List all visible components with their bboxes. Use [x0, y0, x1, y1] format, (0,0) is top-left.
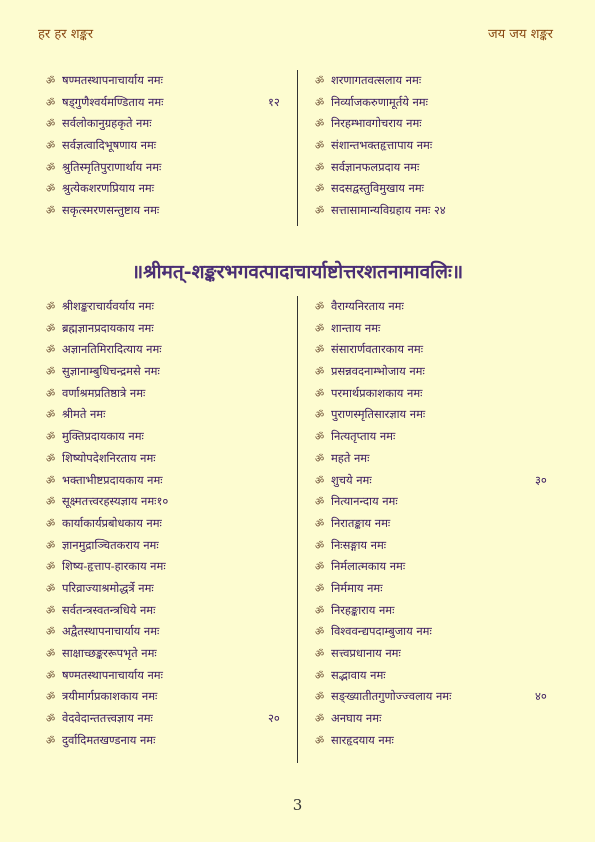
name-line	[46, 92, 280, 114]
verse-number: ४०	[535, 689, 547, 704]
om-symbol: ॐ	[315, 162, 325, 174]
name-text: वर्णाश्रमप्रतिष्ठात्रे नमः	[62, 385, 146, 400]
name-line	[46, 470, 168, 492]
top-left-column	[46, 70, 280, 222]
name-line	[315, 686, 547, 708]
name-text: महते नमः	[331, 450, 370, 465]
om-symbol: ॐ	[315, 627, 325, 639]
name-line	[46, 621, 168, 643]
name-text: ज्ञानमुद्राञ्चितकराय नमः	[62, 537, 159, 552]
om-symbol: ॐ	[315, 497, 325, 509]
name-text: षण्मतस्थापनाचार्याय नमः	[62, 73, 163, 87]
name-line	[315, 157, 446, 179]
name-text: शुचये नमः	[331, 472, 372, 487]
name-line	[46, 361, 168, 383]
name-text: निर्मलात्मकाय नमः	[331, 559, 406, 574]
om-symbol: ॐ	[315, 367, 325, 379]
name-text: सर्वज्ञानफलप्रदाय नमः	[331, 159, 420, 174]
page-title: ॥श्रीमत्-शङ्करभगवत्पादाचार्याष्टोत्तरशतनामावलिः॥	[131, 261, 464, 283]
name-text: साक्षाच्छङ्कररूपभृते नमः	[62, 646, 157, 660]
name-line	[315, 470, 547, 492]
om-symbol: ॐ	[315, 475, 325, 487]
om-symbol: ॐ	[315, 518, 325, 530]
column-divider	[297, 70, 298, 226]
name-line	[46, 296, 168, 318]
name-text: संसारार्णवतारकाय नमः	[331, 342, 423, 357]
om-symbol: ॐ	[46, 649, 56, 660]
name-text: सकृत्स्मरणसन्तुष्टाय नमः	[62, 203, 160, 218]
name-line	[46, 157, 163, 179]
name-line	[46, 70, 163, 92]
name-text: निर्ममाय नमः	[331, 580, 383, 595]
name-text: निर्व्याजकरुणामूर्तये नमः	[331, 94, 428, 109]
name-line	[46, 513, 168, 535]
name-text: निरहङ्काराय नमः	[331, 602, 395, 617]
name-line	[315, 200, 446, 222]
name-text: षड्गुणैश्वर्यमण्डिताय नमः	[62, 94, 164, 109]
name-line	[315, 556, 451, 578]
om-symbol: ॐ	[46, 410, 56, 422]
om-symbol: ॐ	[315, 562, 325, 574]
om-symbol: ॐ	[46, 367, 56, 379]
om-symbol: ॐ	[46, 206, 56, 218]
name-text: निरहम्भावगोचराय नमः	[331, 116, 422, 131]
name-line	[46, 404, 168, 426]
name-line	[315, 600, 451, 622]
verse-number: ३०	[535, 472, 547, 487]
name-line	[315, 339, 451, 361]
page-number: 3	[292, 796, 303, 814]
name-line	[46, 578, 168, 600]
name-text: सारहृदयाय नमः	[331, 732, 394, 747]
om-symbol: ॐ	[315, 345, 325, 357]
name-text: निरातङ्काय नमः	[331, 515, 391, 530]
name-text: सर्वज्ञत्वादिभूषणाय नमः	[62, 138, 157, 153]
om-symbol: ॐ	[315, 649, 325, 660]
name-line	[315, 643, 451, 665]
main-right-column	[315, 296, 547, 751]
top-right-column	[315, 70, 446, 222]
om-symbol: ॐ	[46, 670, 56, 682]
om-symbol: ॐ	[315, 692, 325, 704]
name-text: शान्ताय नमः	[331, 320, 381, 335]
name-line	[315, 448, 451, 470]
name-text: परिव्राज्याश्रमोद्धर्त्रे नमः	[62, 580, 154, 595]
name-text: नित्यानन्दाय नमः	[331, 494, 398, 509]
name-line	[315, 426, 451, 448]
name-line	[315, 92, 446, 114]
header-right: जय जय शङ्कर	[487, 27, 553, 42]
om-symbol: ॐ	[315, 583, 325, 595]
name-text: श्रुत्येकशरणप्रियाय नमः	[62, 181, 155, 196]
name-text: श्रीमते नमः	[62, 407, 106, 422]
name-line	[46, 491, 168, 513]
name-text: सदसद्वस्तुविमुखाय नमः	[331, 181, 424, 196]
name-line	[315, 318, 451, 340]
name-text: प्रसन्नवदनाम्भोजाय नमः	[331, 364, 425, 379]
name-text: सर्वलोकानुग्रहकृते नमः	[62, 116, 152, 131]
name-text: ब्रह्मज्ञानप्रदायकाय नमः	[62, 320, 154, 335]
column-divider	[297, 296, 298, 763]
name-line	[315, 621, 451, 643]
name-line	[315, 113, 446, 135]
om-symbol: ॐ	[315, 453, 325, 465]
name-line	[46, 730, 168, 752]
page-header	[38, 24, 553, 44]
om-symbol: ॐ	[46, 119, 56, 131]
name-line	[315, 296, 451, 318]
name-text: संशान्तभक्तहृत्तापाय नमः	[331, 138, 433, 153]
name-line	[315, 665, 451, 687]
om-symbol: ॐ	[46, 345, 56, 357]
om-symbol: ॐ	[315, 302, 325, 313]
name-line	[46, 318, 168, 340]
name-text: वैराग्यनिरताय नमः	[331, 299, 404, 313]
om-symbol: ॐ	[46, 562, 56, 574]
name-text: सद्भावाय नमः	[331, 667, 386, 682]
om-symbol: ॐ	[46, 497, 56, 509]
om-symbol: ॐ	[315, 735, 325, 747]
om-symbol: ॐ	[315, 119, 325, 131]
om-symbol: ॐ	[315, 410, 325, 422]
name-text: सर्वतन्त्रस्वतन्त्रधिये नमः	[62, 602, 156, 617]
name-text: षण्मतस्थापनाचार्याय नमः	[62, 667, 163, 682]
om-symbol: ॐ	[46, 627, 56, 639]
om-symbol: ॐ	[46, 692, 56, 704]
name-line	[46, 535, 168, 557]
om-symbol: ॐ	[46, 76, 56, 87]
name-text: दुर्वादिमतखण्डनाय नमः	[62, 732, 156, 747]
name-line	[315, 578, 451, 600]
om-symbol: ॐ	[46, 714, 56, 726]
om-symbol: ॐ	[46, 518, 56, 530]
name-text: अज्ञानतिमिरादित्याय नमः	[62, 342, 162, 357]
name-line	[315, 135, 446, 157]
main-left-column	[46, 296, 280, 751]
om-symbol: ॐ	[315, 432, 325, 444]
om-symbol: ॐ	[46, 453, 56, 465]
om-symbol: ॐ	[46, 432, 56, 444]
om-symbol: ॐ	[315, 670, 325, 682]
om-symbol: ॐ	[315, 323, 325, 335]
name-line	[46, 665, 168, 687]
om-symbol: ॐ	[46, 388, 56, 400]
name-line	[315, 513, 451, 535]
verse-number: १२	[268, 94, 280, 109]
name-line	[46, 135, 163, 157]
verse-number: २०	[268, 711, 280, 726]
om-symbol: ॐ	[315, 141, 325, 153]
om-symbol: ॐ	[315, 605, 325, 617]
name-line	[46, 200, 163, 222]
name-text: भक्ताभीष्टप्रदायकाय नमः	[62, 472, 163, 487]
name-line	[46, 113, 163, 135]
name-text: श्रीशङ्कराचार्यवर्याय नमः	[62, 299, 154, 313]
name-line	[315, 404, 451, 426]
name-text: सुज्ञानाम्बुधिचन्द्रमसे नमः	[62, 364, 160, 379]
name-line	[46, 600, 168, 622]
name-line	[315, 361, 451, 383]
name-text: शिष्य-हृत्ताप-हारकाय नमः	[62, 559, 166, 574]
name-line	[46, 708, 280, 730]
name-text: कार्याकार्यप्रबोधकाय नमः	[62, 515, 162, 530]
name-text: वेदवेदान्ततत्त्वज्ञाय नमः	[62, 711, 153, 726]
om-symbol: ॐ	[315, 184, 325, 196]
name-line	[315, 178, 446, 200]
om-symbol: ॐ	[46, 735, 56, 747]
name-text: परमार्थप्रकाशकाय नमः	[331, 385, 423, 400]
name-line	[46, 448, 168, 470]
name-text: अनघाय नमः	[331, 711, 382, 726]
om-symbol: ॐ	[46, 540, 56, 552]
name-line	[46, 426, 168, 448]
name-text: त्रयीमार्गप्रकाशकाय नमः	[62, 689, 158, 704]
header-left: हर हर शङ्कर	[38, 27, 94, 42]
name-line	[315, 491, 451, 513]
name-line	[315, 730, 451, 752]
name-text: पुराणस्मृतिसारज्ञाय नमः	[331, 407, 426, 422]
name-line	[46, 556, 168, 578]
name-line	[46, 643, 168, 665]
name-text: मुक्तिप्रदायकाय नमः	[62, 429, 144, 444]
name-text: सत्तासामान्यविग्रहाय नमः २४	[331, 203, 446, 218]
name-text: नित्यतृप्ताय नमः	[331, 429, 396, 444]
name-line	[315, 70, 446, 92]
name-text: सङ्ख्यातीतगुणोज्ज्वलाय नमः	[331, 689, 452, 704]
om-symbol: ॐ	[315, 388, 325, 400]
name-line	[46, 178, 163, 200]
name-line	[46, 339, 168, 361]
name-text: शिष्योपदेशनिरताय नमः	[62, 450, 156, 465]
name-line	[315, 708, 451, 730]
name-text: निःसङ्गाय नमः	[331, 537, 387, 552]
om-symbol: ॐ	[315, 714, 325, 726]
om-symbol: ॐ	[315, 540, 325, 552]
om-symbol: ॐ	[46, 184, 56, 196]
name-text: सूक्ष्मतत्त्वरहस्यज्ञाय नमः१०	[62, 494, 169, 509]
om-symbol: ॐ	[315, 206, 325, 218]
name-line	[315, 383, 451, 405]
om-symbol: ॐ	[46, 605, 56, 617]
name-text: अद्वैतस्थापनाचार्याय नमः	[62, 624, 160, 639]
name-line	[46, 383, 168, 405]
om-symbol: ॐ	[46, 583, 56, 595]
name-text: विश्ववन्द्यपदाम्बुजाय नमः	[331, 624, 432, 639]
om-symbol: ॐ	[46, 162, 56, 174]
om-symbol: ॐ	[46, 302, 56, 313]
om-symbol: ॐ	[46, 323, 56, 335]
name-line	[46, 686, 168, 708]
om-symbol: ॐ	[46, 475, 56, 487]
name-text: शरणागतवत्सलाय नमः	[331, 73, 422, 87]
name-text: श्रुतिस्मृतिपुराणार्थाय नमः	[62, 159, 162, 174]
om-symbol: ॐ	[46, 97, 56, 109]
name-line	[315, 535, 451, 557]
name-text: सत्त्वप्रधानाय नमः	[331, 646, 401, 660]
om-symbol: ॐ	[315, 76, 325, 87]
om-symbol: ॐ	[315, 97, 325, 109]
om-symbol: ॐ	[46, 141, 56, 153]
